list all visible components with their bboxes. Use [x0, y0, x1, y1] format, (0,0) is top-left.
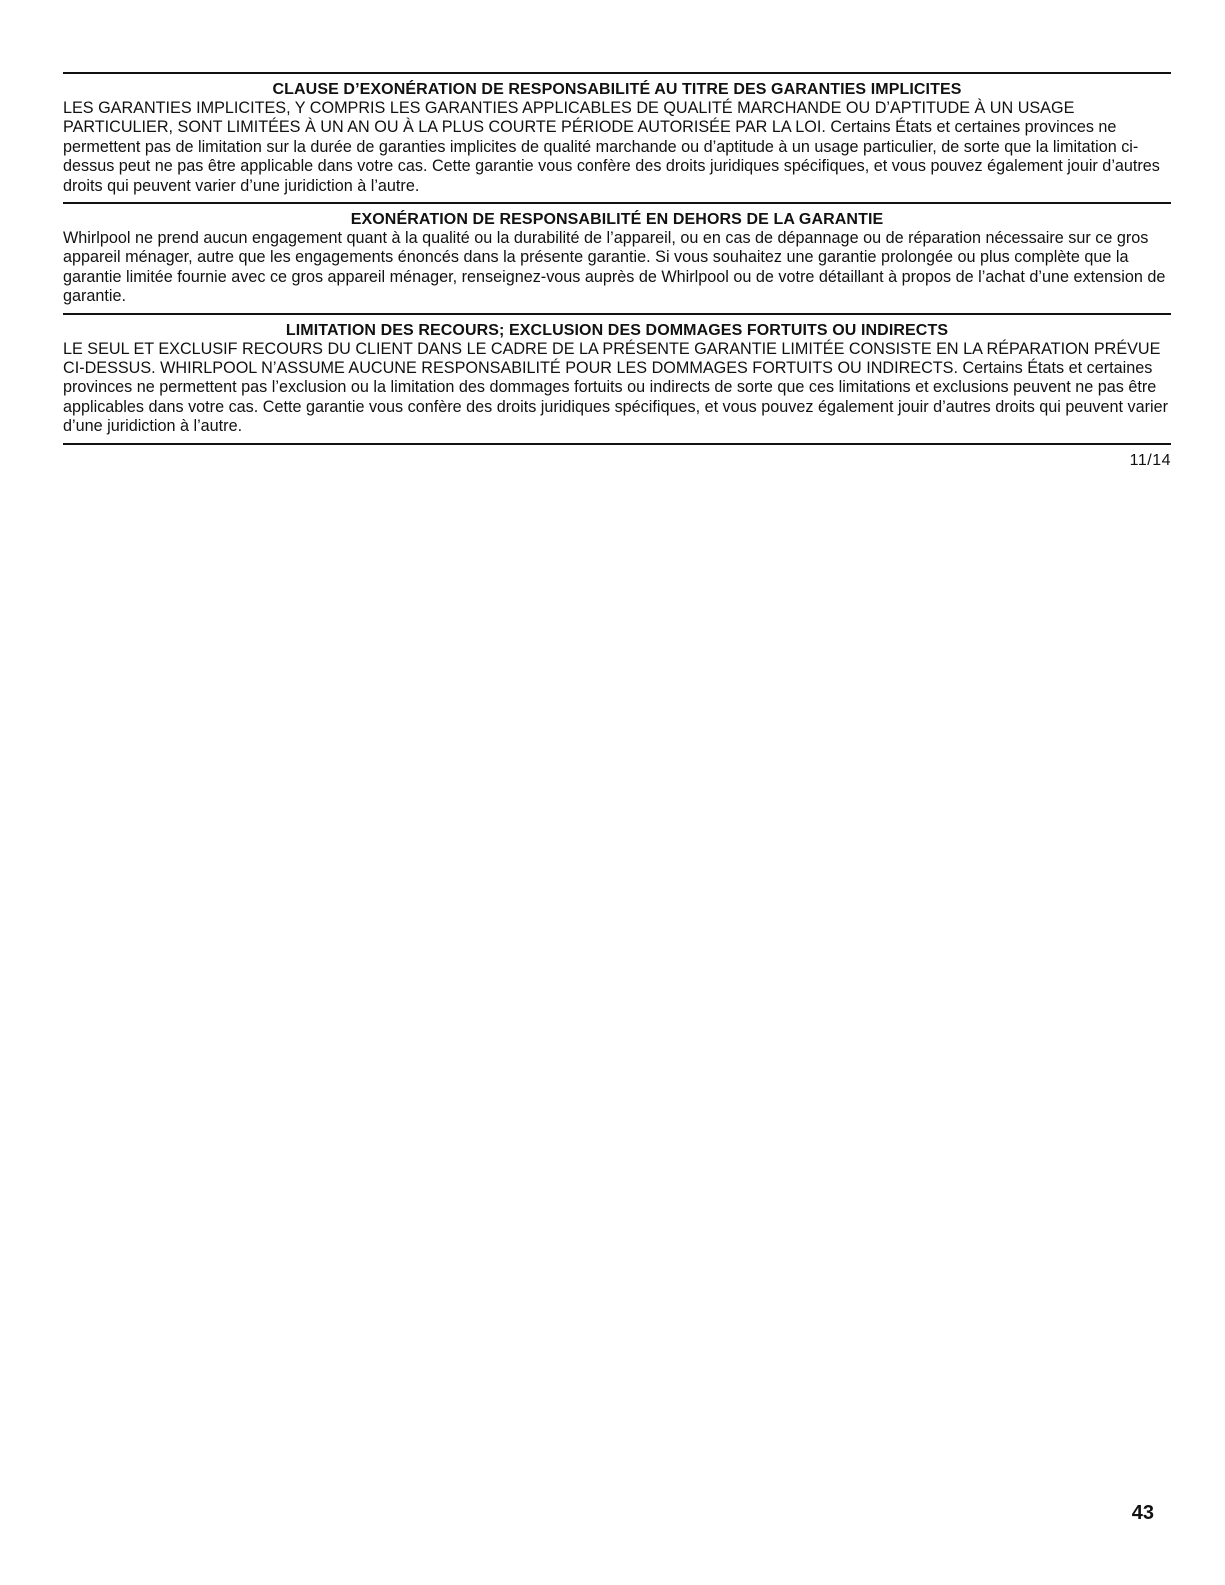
section-body: Whirlpool ne prend aucun engagement quant à la qualité ou la durabilité de l’appareil, ou en cas de dépannage ou de réparation nécessaire sur ce gros appareil ménager, autre que les engagements énoncés dans la présente garantie. Si vous souhaitez une garantie prolongée ou plus complète que la garantie limitée fournie avec ce gros appareil ménager, renseignez-vous auprès de Whirlpool ou de votre détaillant à propos de l’achat d’une extension de garantie. [63, 229, 1166, 306]
section-title: EXONÉRATION DE RESPONSABILITÉ EN DEHORS DE LA GARANTIE [350, 211, 884, 229]
remedies-limitation-section [63, 313, 1171, 443]
outside-warranty-section [63, 202, 1171, 313]
section-body: LE SEUL ET EXCLUSIF RECOURS DU CLIENT DANS LE CADRE DE LA PRÉSENTE GARANTIE LIMITÉE CONSISTE EN LA RÉPARATION PRÉVUE CI-DESSUS. WHIRLPOOL N’ASSUME AUCUNE RESPONSABILITÉ POUR LES DOMMAGES FORTUITS OU INDIRECTS. Certains États et certaines provinces ne permettent pas l’exclusion ou la limitation des dommages fortuits ou indirects de sorte que ces limitations et exclusions peuvent ne pas être applicables dans votre cas. Cette garantie vous confère des droits juridiques spécifiques, et vous pouvez également jouir d’autres droits qui peuvent varier d’une juridiction à l’autre. [63, 339, 1168, 436]
date-code: 11/14 [1129, 451, 1171, 469]
warranty-content [63, 72, 1171, 471]
page-number: 43 [1131, 1502, 1154, 1524]
implied-warranty-section [63, 72, 1171, 202]
section-title: CLAUSE D’EXONÉRATION DE RESPONSABILITÉ AU TITRE DES GARANTIES IMPLICITES [272, 81, 962, 98]
bottom-divider [63, 443, 1171, 445]
section-body: LES GARANTIES IMPLICITES, Y COMPRIS LES GARANTIES APPLICABLES DE QUALITÉ MARCHANDE OU D’APTITUDE À UN USAGE PARTICULIER, SONT LIMITÉES À UN AN OU À LA PLUS COURTE PÉRIODE AUTORISÉE PAR LA LOI. Certains États et certaines provinces ne permettent pas de limitation sur la durée de garanties implicites de qualité marchande ou d’aptitude à un usage particulier, de sorte que la limitation ci-dessus peut ne pas être applicable dans votre cas. Cette garantie vous confère des droits juridiques spécifiques, et vous pouvez également jouir d’autres droits qui peuvent varier d’une juridiction à l’autre. [63, 99, 1160, 195]
section-title: LIMITATION DES RECOURS; EXCLUSION DES DOMMAGES FORTUITS OU INDIRECTS [285, 321, 949, 339]
